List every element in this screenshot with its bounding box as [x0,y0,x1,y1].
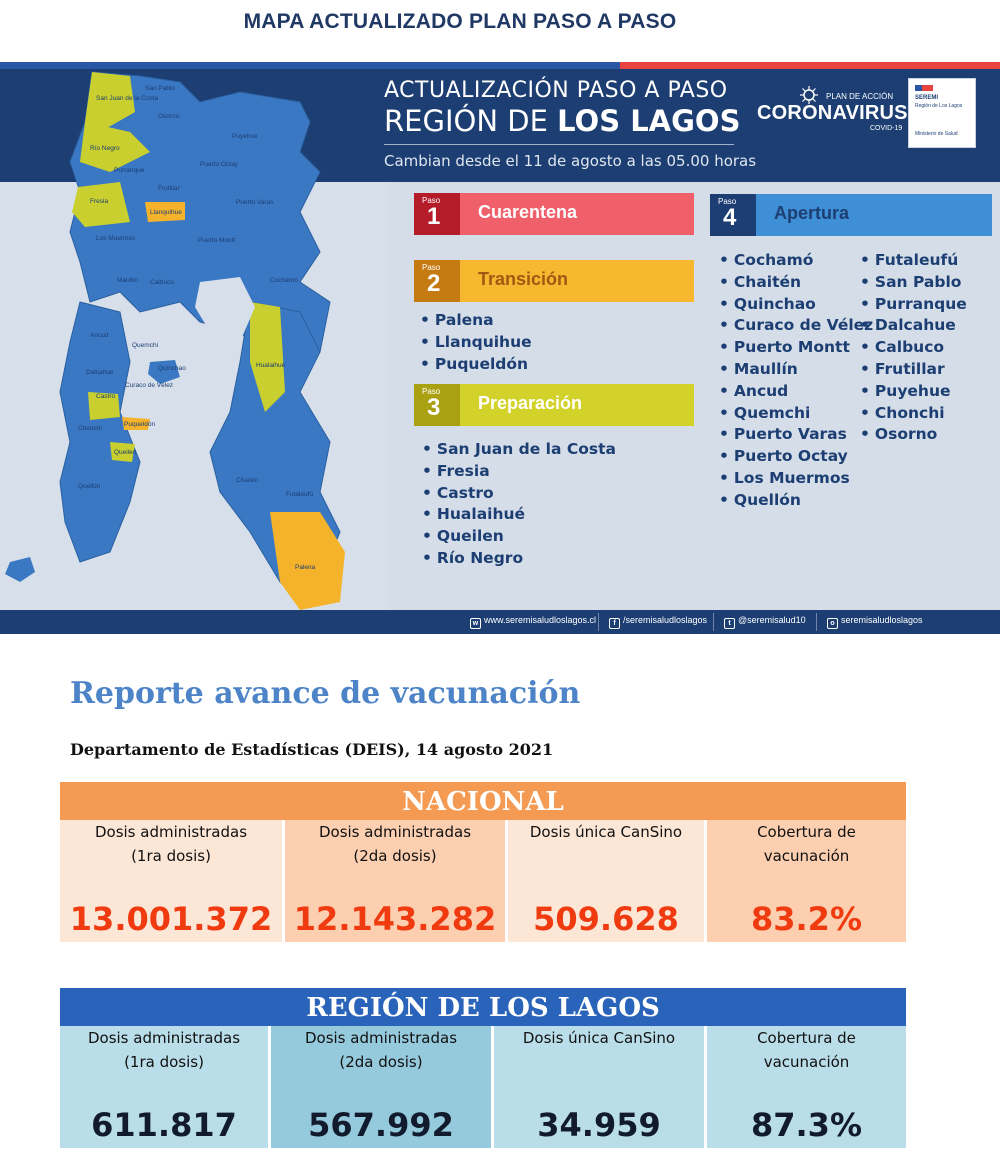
map-label: Purranque [114,167,145,174]
map-label: Puerto Octay [200,161,238,168]
region-map [0,62,390,634]
list-item: • Chaitén [719,272,873,294]
map-label: Futaleufú [286,491,314,498]
list-item: • Osorno [860,424,967,446]
list-item: • San Pablo [860,272,967,294]
stat-label-line1: Dosis única CanSino [529,823,683,841]
covid-19-text: COVID-19 [870,125,903,132]
stat-label-line1: Dosis única CanSino [522,1029,676,1047]
stat-label-line1: Cobertura de [757,1029,856,1047]
paso-label: Paso [422,196,441,205]
list-item: • Purranque [860,294,967,316]
twitter-icon: t [724,618,735,629]
phase-2-commune-list [420,310,532,375]
paso-a-paso-infographic [0,62,1000,634]
coronavirus-logo-text: CORONAVIRUS [757,102,908,124]
map-label: Río Negro [90,145,120,152]
table-heading: NACIONAL [60,782,906,820]
social-facebook[interactable] [609,615,707,629]
list-item: • Dalcahue [860,315,967,337]
phase-3-bar [414,384,694,426]
table-heading: REGIÓN DE LOS LAGOS [60,988,906,1026]
title-prefix: REGIÓN DE [384,104,558,138]
social-twitter[interactable] [724,615,806,629]
stat-label-line1: Dosis administradas [94,823,248,841]
phase-name: Apertura [774,203,850,223]
map-label: Puyehue [232,133,258,140]
list-item: • Puerto Varas [719,424,873,446]
phase-2-bar [414,260,694,302]
map-label: Queilen [114,449,137,456]
footer-divider [816,613,817,631]
stat-value: 567.992 [308,1106,454,1144]
map-label: Calbuco [150,279,174,286]
map-label: Ancud [90,332,109,339]
stat-label-line2: (1ra dosis) [124,1053,204,1071]
map-label: Chaitén [236,477,259,484]
stat-label [707,820,906,868]
map-label: San Pablo [145,85,175,92]
social-instagram[interactable] [827,615,923,629]
list-item: • Puyehue [860,381,967,403]
map-small-island [5,557,35,582]
phase-number-box [414,260,460,302]
stat-value: 12.143.282 [293,900,497,938]
stat-label-line2: vacunación [763,1053,850,1071]
list-item: • Frutillar [860,359,967,381]
report-title: Reporte avance de vacunación [70,676,581,711]
list-item: • Hualaihué [422,504,616,526]
seremi-logo-title: SEREMI [915,95,939,101]
stat-cell [271,1026,491,1148]
infographic-title-line2 [384,104,740,138]
map-label: Chonchi [78,425,102,432]
web-icon: w [470,618,481,629]
social-instagram-text: seremisaludloslagos [841,615,923,625]
list-item: • Quellón [719,490,873,512]
stat-label [707,1026,906,1074]
plan-de-accion-text: PLAN DE ACCIÓN [826,92,894,101]
map-label: Cochamó [270,277,298,284]
phase-number-box [414,384,460,426]
stat-cell [60,1026,268,1148]
region-table [60,988,906,1148]
footer-divider [598,613,599,631]
stat-value: 611.817 [91,1106,237,1144]
facebook-icon: f [609,618,620,629]
phase-name: Cuarentena [478,202,578,222]
map-chiloe-island [60,302,140,562]
stat-label-line2: (1ra dosis) [131,847,211,865]
phase-number: 3 [427,394,441,421]
list-item: • Los Muermos [719,468,873,490]
list-item: • Maullín [719,359,873,381]
list-item: • Puqueldón [420,354,532,376]
paso-label: Paso [718,197,737,206]
seremi-logo-region: Región de Los Lagos [915,103,963,109]
list-item: • Cochamó [719,250,873,272]
map-label: Puerto Varas [236,199,274,206]
social-web-text: www.seremisaludloslagos.cl [484,615,597,625]
social-twitter-text: @seremisalud10 [738,615,806,625]
social-web[interactable] [470,615,596,629]
list-item: • Calbuco [860,337,967,359]
stat-label [285,820,505,868]
map-label: Quinchao [158,365,186,372]
nacional-table [60,782,906,942]
phase-number: 2 [427,270,441,297]
list-item: • San Juan de la Costa [422,439,616,461]
map-label: Palena [295,564,316,571]
map-label: Llanquihue [150,209,182,216]
list-item: • Curaco de Vélez [719,315,873,337]
stat-cell [285,820,505,942]
stat-value: 34.959 [537,1106,661,1144]
map-label: Frutillar [158,185,180,192]
map-label: Hualaihué [256,362,286,369]
list-item: • Río Negro [422,548,616,570]
map-label: Puqueldón [124,421,156,428]
stat-label [508,820,704,844]
phase-name: Transición [478,269,569,289]
top-stripe-red [620,62,1000,69]
list-item: • Fresia [422,461,616,483]
title-region: LOS LAGOS [557,104,741,138]
phase-name: Preparación [478,393,583,413]
stat-cell [707,820,906,942]
page-title: MAPA ACTUALIZADO PLAN PASO A PASO [243,10,677,33]
map-label: Castro [96,393,116,400]
stat-label [494,1026,704,1050]
list-item: • Queilen [422,526,616,548]
stat-label-line2: vacunación [763,847,850,865]
stat-label-line2: (2da dosis) [339,1053,423,1071]
map-label: Quellón [78,483,101,490]
list-item: • Castro [422,483,616,505]
map-label: Dalcahue [86,369,114,376]
map-label: Puerto Montt [198,237,236,244]
list-item: • Puerto Octay [719,446,873,468]
map-label: Maullín [117,277,138,284]
map-label: San Juan de la Costa [96,95,159,102]
stat-cell [494,1026,704,1148]
stat-value: 83.2% [750,900,862,938]
stat-label [271,1026,491,1074]
map-label: Los Muermos [96,235,136,242]
stat-label-line1: Dosis administradas [87,1029,241,1047]
map-label: Curaco de Vélez [125,382,174,389]
seremi-logo-ministry: Ministerio de Salud [915,131,958,137]
list-item: • Llanquihue [420,332,532,354]
phase-number-box [710,194,756,236]
stat-label-line2: (2da dosis) [353,847,437,865]
phase-3-commune-list [422,439,616,570]
map-label: Quemchi [132,342,159,349]
map-label: Fresia [90,198,109,205]
list-item: • Quemchi [719,403,873,425]
phase-4-commune-list-col2 [860,250,967,446]
phase-1-bar [414,193,694,235]
social-facebook-text: /seremisaludloslagos [623,615,708,625]
phase-4-bar [710,194,992,236]
stat-cell [60,820,282,942]
paso-label: Paso [422,263,441,272]
footer-divider [713,613,714,631]
seremi-logo [908,78,976,148]
report-source: Departamento de Estadísticas (DEIS), 14 agosto 2021 [70,740,554,759]
header-divider [384,144,734,145]
stat-value: 509.628 [533,900,679,938]
stat-label [60,820,282,868]
paso-label: Paso [422,387,441,396]
stat-label-line1: Dosis administradas [304,1029,458,1047]
instagram-icon: o [827,618,838,629]
infographic-title-line1: ACTUALIZACIÓN PASO A PASO [384,78,728,103]
stat-value: 13.001.372 [69,900,273,938]
list-item: • Ancud [719,381,873,403]
stat-cell [508,820,704,942]
list-item: • Chonchi [860,403,967,425]
infographic-date-note: Cambian desde el 11 de agosto a las 05.00 horas [384,152,757,170]
phase-4-commune-list-col1 [719,250,873,512]
phase-number: 1 [427,203,441,230]
list-item: • Futaleufú [860,250,967,272]
list-item: • Quinchao [719,294,873,316]
phase-number: 4 [723,204,737,231]
stat-cell [707,1026,906,1148]
list-item: • Palena [420,310,532,332]
stat-label-line1: Cobertura de [757,823,856,841]
phase-number-box [414,193,460,235]
stat-label-line1: Dosis administradas [318,823,472,841]
map-label: Osorno [158,113,180,120]
flag-blue [915,85,922,91]
stat-value: 87.3% [750,1106,862,1144]
list-item: • Puerto Montt [719,337,873,359]
stat-label [60,1026,268,1074]
map-small-island [148,360,180,384]
